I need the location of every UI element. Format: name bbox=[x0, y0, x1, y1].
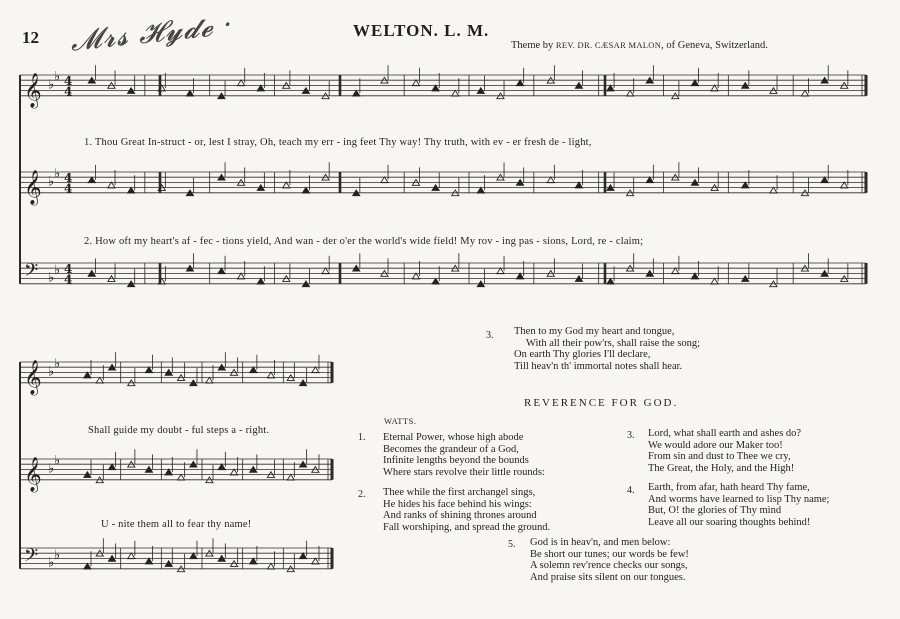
time-signature-denominator: 4 bbox=[64, 181, 73, 196]
verse-number: 5. bbox=[508, 539, 516, 550]
shape-note bbox=[627, 90, 634, 96]
time-signature-denominator: 4 bbox=[64, 272, 73, 287]
flat-icon: ♭ bbox=[54, 69, 61, 85]
verse-3-number: 3. bbox=[486, 330, 494, 341]
shape-note bbox=[452, 90, 459, 96]
shape-note bbox=[250, 367, 257, 373]
shape-note bbox=[497, 268, 504, 274]
shape-note bbox=[128, 553, 135, 559]
verse-line: God is in heav'n, and men below: bbox=[530, 537, 671, 548]
shape-note bbox=[516, 80, 523, 86]
verse-line: Eternal Power, whose high abode bbox=[383, 432, 524, 443]
verse-line: Leave all our soaring thoughts behind! bbox=[648, 516, 811, 528]
shape-note bbox=[821, 177, 828, 183]
shape-note bbox=[547, 177, 554, 183]
verse-line: Earth, from afar, hath heard Thy fame, bbox=[648, 482, 810, 493]
treble-clef-icon: 𝄞 bbox=[24, 169, 42, 205]
theme-prefix: Theme by bbox=[511, 40, 556, 51]
second-hymn-author: WATTS. bbox=[384, 416, 417, 426]
verse-line: And ranks of shining thrones around bbox=[383, 510, 537, 522]
flat-icon: ♭ bbox=[54, 547, 61, 563]
shape-note bbox=[267, 563, 274, 569]
shape-note bbox=[575, 182, 582, 188]
theme-suffix: , of Geneva, Switzerland. bbox=[661, 40, 768, 51]
verse-line: He hides his face behind his wings: bbox=[383, 498, 532, 510]
treble-clef-icon: 𝄞 bbox=[24, 72, 42, 108]
shape-note bbox=[353, 90, 360, 96]
verse-3 bbox=[514, 326, 700, 372]
flat-icon: ♭ bbox=[48, 174, 55, 190]
verse-line: And praise sits silent on our tongues. bbox=[530, 571, 686, 583]
flat-icon: ♭ bbox=[54, 453, 61, 469]
verse-line: From sin and dust to Thee we cry, bbox=[648, 451, 791, 463]
time-signature-numerator: 4 bbox=[64, 170, 73, 185]
shape-note bbox=[108, 182, 115, 188]
verse-number: 3. bbox=[627, 430, 635, 441]
hymn-title: WELTON. L. M. bbox=[353, 21, 490, 40]
shape-note bbox=[218, 268, 225, 274]
shape-note bbox=[432, 85, 439, 91]
shape-note bbox=[145, 367, 152, 373]
shape-note bbox=[646, 177, 653, 183]
shape-note bbox=[607, 85, 614, 91]
theme-composer: REV. DR. CÆSAR MALON bbox=[555, 40, 662, 50]
verse-line: Infinite lengths beyond the bounds bbox=[383, 455, 529, 467]
verse-4 bbox=[648, 482, 829, 528]
verse-line: We would adore our Maker too! bbox=[648, 439, 783, 451]
shape-note bbox=[96, 377, 103, 383]
shape-note bbox=[672, 268, 679, 274]
verse-line: Becomes the grandeur of a God, bbox=[383, 443, 519, 455]
verse-1 bbox=[383, 432, 545, 478]
verse-2 bbox=[383, 487, 550, 533]
time-signature-numerator: 4 bbox=[64, 73, 73, 88]
shape-note bbox=[477, 187, 484, 193]
shape-note bbox=[165, 469, 172, 475]
shape-note bbox=[250, 558, 257, 564]
shape-note bbox=[299, 553, 306, 559]
time-signature-numerator: 4 bbox=[64, 261, 73, 276]
shape-note bbox=[238, 80, 245, 86]
shape-note bbox=[177, 474, 184, 480]
bass-clef-icon: 𝄢 bbox=[24, 260, 39, 286]
second-hymn-heading: REVERENCE FOR GOD. bbox=[524, 397, 679, 409]
verse-line: Then to my God my heart and tongue, bbox=[514, 326, 675, 337]
shape-note bbox=[711, 85, 718, 91]
shape-note bbox=[127, 187, 134, 193]
shape-note bbox=[190, 553, 197, 559]
verse-line: Thee while the first archangel sings, bbox=[383, 487, 536, 498]
shape-note bbox=[412, 80, 419, 86]
shape-note bbox=[801, 90, 808, 96]
shape-note bbox=[742, 182, 749, 188]
lyric-line-2: 2. How oft my heart's af - fec - tions yield, And wan - der o'er the world's wide field! My rov - ing pas - sions, Lord, re - claim; bbox=[84, 236, 644, 247]
shape-note bbox=[516, 273, 523, 279]
shape-note bbox=[257, 85, 264, 91]
shape-note bbox=[412, 273, 419, 279]
shape-note bbox=[257, 278, 264, 284]
lyric-line-1: 1. Thou Great In-struct - or, lest I stray, Oh, teach my err - ing feet Thy way! Thy truth, with ev - er fresh de - light, bbox=[84, 137, 592, 148]
verse-line: Fall worshiping, and spread the ground. bbox=[383, 521, 551, 533]
shape-note bbox=[607, 278, 614, 284]
shape-note bbox=[381, 177, 388, 183]
verse-number: 2. bbox=[358, 489, 366, 500]
verse-line: And worms have learned to lisp Thy name; bbox=[648, 493, 830, 505]
lyric-line-4: U - nite them all to fear thy name! bbox=[101, 519, 252, 530]
shape-note bbox=[841, 182, 848, 188]
handwritten-signature: 𝓜𝓻𝓼 𝓗𝔂𝓭𝓮 · bbox=[68, 7, 235, 58]
shape-note bbox=[312, 558, 319, 564]
shape-note bbox=[88, 177, 95, 183]
clef-layer bbox=[24, 70, 72, 571]
flat-icon: ♭ bbox=[54, 166, 61, 182]
verse-line: Where stars revolve their little rounds: bbox=[383, 466, 545, 478]
shape-note bbox=[238, 273, 245, 279]
verse-number: 4. bbox=[627, 485, 635, 496]
shape-note bbox=[283, 182, 290, 188]
verse-line: Be short our tunes; our words be few! bbox=[530, 548, 689, 560]
shape-note bbox=[287, 474, 294, 480]
shape-note bbox=[206, 377, 213, 383]
bass-clef-icon: 𝄢 bbox=[24, 545, 39, 571]
shape-note bbox=[711, 278, 718, 284]
shape-note bbox=[312, 367, 319, 373]
flat-icon: ♭ bbox=[48, 270, 55, 286]
verse-5 bbox=[530, 537, 689, 583]
flat-icon: ♭ bbox=[48, 364, 55, 380]
treble-clef-icon: 𝄞 bbox=[24, 456, 42, 492]
verse-number: 1. bbox=[358, 432, 366, 443]
flat-icon: ♭ bbox=[48, 77, 55, 93]
verse-line: The Great, the Holy, and the High! bbox=[648, 462, 795, 474]
shape-note bbox=[267, 372, 274, 378]
shape-note bbox=[145, 558, 152, 564]
shape-note bbox=[322, 268, 329, 274]
shape-note bbox=[691, 80, 698, 86]
shape-note bbox=[218, 464, 225, 470]
page-number: 12 bbox=[22, 28, 39, 47]
shape-note bbox=[186, 90, 193, 96]
shape-note bbox=[432, 278, 439, 284]
treble-clef-icon: 𝄞 bbox=[24, 359, 42, 395]
shape-note bbox=[770, 187, 777, 193]
verse-line: Till heav'n th' immortal notes shall hear. bbox=[514, 360, 683, 372]
verse-line: But, O! the glories of Thy mind bbox=[648, 505, 782, 517]
shape-note bbox=[84, 563, 91, 569]
verse-3-second-hymn bbox=[648, 428, 801, 474]
verse-line: A solemn rev'rence checks our songs, bbox=[530, 560, 688, 572]
verse-line: On earth Thy glories I'll declare, bbox=[514, 349, 651, 361]
flat-icon: ♭ bbox=[48, 555, 55, 571]
flat-icon: ♭ bbox=[54, 262, 61, 278]
verse-line: With all their pow'rs, shall raise the song; bbox=[526, 337, 701, 349]
shape-note bbox=[84, 372, 91, 378]
shape-note bbox=[302, 187, 309, 193]
shape-note bbox=[230, 469, 237, 475]
flat-icon: ♭ bbox=[54, 356, 61, 372]
shape-note bbox=[691, 273, 698, 279]
flat-icon: ♭ bbox=[48, 461, 55, 477]
lyric-line-3: Shall guide my doubt - ful steps a - right. bbox=[88, 425, 270, 436]
time-signature-denominator: 4 bbox=[64, 84, 73, 99]
shape-note bbox=[108, 464, 115, 470]
verse-line: Lord, what shall earth and ashes do? bbox=[648, 428, 802, 439]
